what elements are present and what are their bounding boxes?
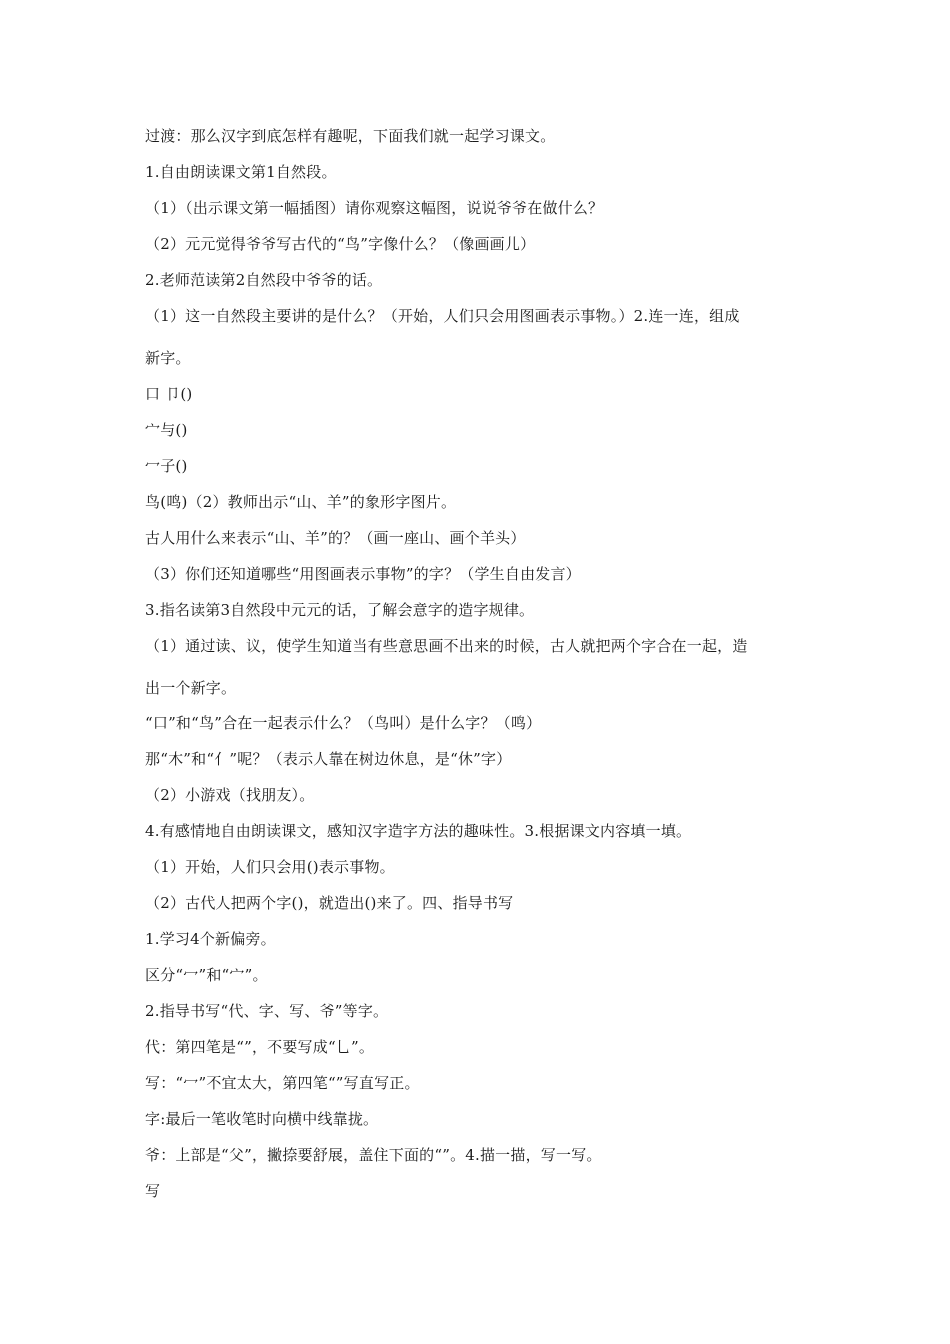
paragraph-step-4: 4.有感情地自由朗读课文，感知汉字造字方法的趣味性。3.根据课文内容填一填。 <box>145 822 692 840</box>
exercise-item-3: 冖子() <box>145 457 188 475</box>
paragraph-pictograph-question: 古人用什么来表示“山、羊”的？（画一座山、画个羊头） <box>145 529 526 547</box>
paragraph-char-ye: 爷：上部是“父”，撇捺要舒展，盖住下面的“”。4.描一描，写一写。 <box>145 1146 602 1164</box>
paragraph-char-dai: 代：第四笔是“”，不要写成“乚”。 <box>145 1038 375 1056</box>
paragraph-step-1: 1.自由朗读课文第1自然段。 <box>145 163 337 181</box>
paragraph-wood-person: 那“木”和“亻”呢？（表示人靠在树边休息，是“休”字） <box>145 750 512 768</box>
paragraph-mouth-bird: “口”和“鸟”合在一起表示什么？（鸟叫）是什么字？（鸣） <box>145 714 542 732</box>
paragraph-step-2-q1-cont: 新字。 <box>145 349 191 367</box>
exercise-item-2: 宀与() <box>145 421 188 439</box>
paragraph-step-2-q1: （1）这一自然段主要讲的是什么？（开始，人们只会用图画表示事物。）2.连一连，组成 <box>145 307 740 325</box>
paragraph-step-3-q2: （2）小游戏（找朋友）。 <box>145 786 315 804</box>
paragraph-radicals: 区分“冖”和“宀”。 <box>145 966 268 984</box>
paragraph-writing-1: 1.学习4个新偏旁。 <box>145 930 276 948</box>
paragraph-char-zi: 字:最后一笔收笔时向横中线靠拢。 <box>145 1110 379 1128</box>
exercise-item-1: 口 卩() <box>145 385 193 403</box>
paragraph-transition: 过渡：那么汉字到底怎样有趣呢，下面我们就一起学习课文。 <box>145 127 556 145</box>
paragraph-step-3-q1-cont: 出一个新字。 <box>145 679 237 697</box>
paragraph-writing-2: 2.指导书写“代、字、写、爷”等字。 <box>145 1002 389 1020</box>
paragraph-fill-1: （1）开始，人们只会用()表示事物。 <box>145 858 395 876</box>
paragraph-step-2: 2.老师范读第2自然段中爷爷的话。 <box>145 271 383 289</box>
paragraph-fill-2: （2）古代人把两个字()，就造出()来了。四、指导书写 <box>145 894 514 912</box>
paragraph-step-3-q1: （1）通过读、议，使学生知道当有些意思画不出来的时候，古人就把两个字合在一起，造 <box>145 637 748 655</box>
paragraph-step-1-q2: （2）元元觉得爷爷写古代的“鸟”字像什么？（像画画儿） <box>145 235 536 253</box>
paragraph-write: 写 <box>145 1182 161 1200</box>
exercise-item-4: 鸟(鸣)（2）教师出示“山、羊”的象形字图片。 <box>145 493 457 511</box>
paragraph-char-xie: 写：“冖”不宜太大，第四笔“”写直写正。 <box>145 1074 420 1092</box>
paragraph-step-3: 3.指名读第3自然段中元元的话，了解会意字的造字规律。 <box>145 601 535 619</box>
paragraph-step-1-q1: （1）（出示课文第一幅插图）请你观察这幅图，说说爷爷在做什么？ <box>145 199 604 217</box>
paragraph-step-2-q3: （3）你们还知道哪些“用图画表示事物”的字？（学生自由发言） <box>145 565 581 583</box>
